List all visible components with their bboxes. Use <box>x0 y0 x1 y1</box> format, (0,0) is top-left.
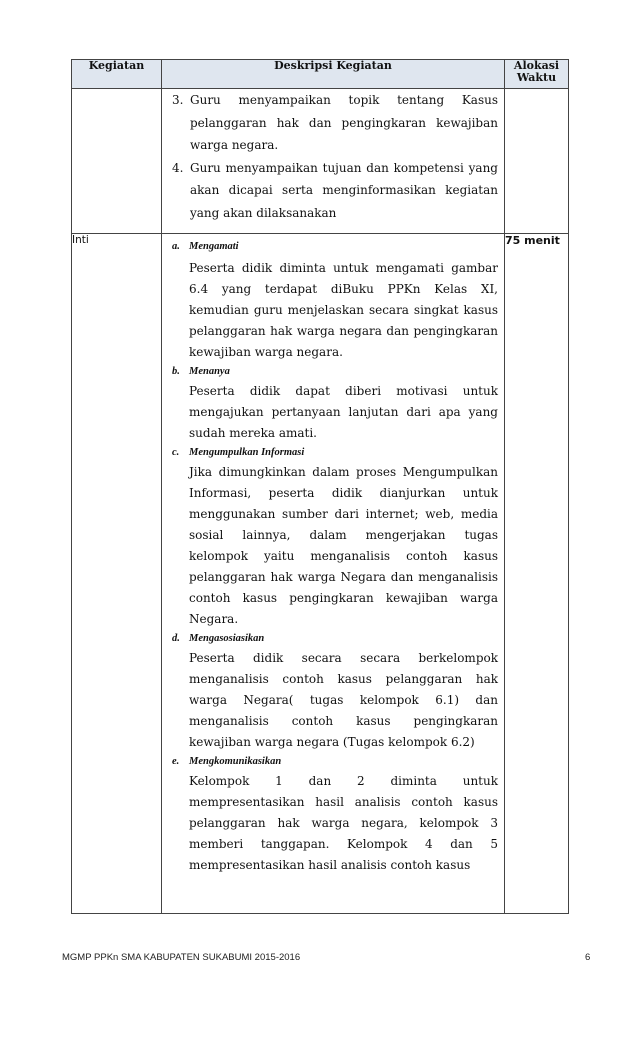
section-title: Mengumpulkan Informasi <box>189 447 305 458</box>
table-row <box>72 234 569 914</box>
section-heading <box>172 630 498 648</box>
item-number: 3. <box>172 93 184 107</box>
item-number: 4. <box>172 160 184 175</box>
header-kegiatan: Kegiatan <box>72 60 162 89</box>
row2-deskripsi <box>162 234 505 914</box>
row2-alokasi: 75 menit <box>505 234 569 914</box>
section-mengasosiasikan <box>162 630 504 753</box>
section-letter: e. <box>172 756 180 767</box>
section-mengkomunikasikan <box>162 753 504 876</box>
section-heading <box>172 363 498 381</box>
section-text: Peserta didik secara secara berkelompok menganalisis contoh kasus pelanggaran hak warga Negara( tugas kelompok 6.1) dan menganalisis contoh kasus pengingkaran kewajiban warga negara (Tugas kelompok 6.2) <box>189 651 498 749</box>
section-heading <box>172 753 498 771</box>
row1-deskripsi <box>162 89 505 234</box>
section-letter: d. <box>172 633 180 644</box>
footer-text: MGMP PPKn SMA KABUPATEN SUKABUMI 2015-2016 <box>62 952 301 963</box>
section-letter: c. <box>172 447 180 458</box>
item-text: Guru menyampaikan topik tentang Kasus pelanggaran hak dan pengingkaran kewajiban warga negara. <box>190 93 498 152</box>
header-deskripsi: Deskripsi Kegiatan <box>162 60 505 89</box>
section-heading <box>172 238 498 256</box>
row1-kegiatan <box>72 89 162 234</box>
section-mengamati <box>162 238 504 363</box>
section-menanya <box>162 363 504 444</box>
section-letter: b. <box>172 366 180 377</box>
section-mengumpulkan-informasi <box>162 444 504 630</box>
list-item <box>162 89 504 157</box>
section-title: Mengkomunikasikan <box>189 756 282 767</box>
activity-table <box>71 59 569 914</box>
row1-alokasi <box>505 89 569 234</box>
list-item <box>162 157 504 225</box>
section-heading <box>172 444 498 462</box>
item-text: Guru menyampaikan tujuan dan kompetensi yang akan dicapai serta menginformasikan kegiatan yang akan dilaksanakan <box>190 160 498 220</box>
section-text: Kelompok 1 dan 2 diminta untuk mempresentasikan hasil analisis contoh kasus pelanggaran hak warga negara, kelompok 3 memberi tanggapan. Kelompok 4 dan 5 mempresentasikan hasil analisis contoh kasus <box>189 774 498 872</box>
section-title: Mengamati <box>189 241 239 252</box>
section-text: Peserta didik dapat diberi motivasi untuk mengajukan pertanyaan lanjutan dari apa yang sudah mereka amati. <box>189 384 498 440</box>
row2-kegiatan: Inti <box>72 234 162 914</box>
section-text: Jika dimungkinkan dalam proses Mengumpulkan Informasi, peserta didik dianjurkan untuk menggunakan sumber dari internet; web, media sosial lainnya, dalam mengerjakan tugas kelompok yaitu menganalisis contoh kasus pelanggaran hak warga Negara dan menganalisis contoh kasus pengingkaran kewajiban warga Negara. <box>189 465 498 626</box>
table-header-row <box>72 60 569 89</box>
section-title: Menanya <box>189 366 230 377</box>
section-text: Peserta didik diminta untuk mengamati gambar 6.4 yang terdapat diBuku PPKn Kelas XI, kemudian guru menjelaskan secara singkat kasus pelanggaran hak warga negara dan pengingkaran kewajiban warga negara. <box>189 261 498 359</box>
page-number: 6 <box>585 952 591 963</box>
section-title: Mengasosiasikan <box>189 633 265 644</box>
section-letter: a. <box>172 241 180 252</box>
header-alokasi-label: Alokasi Waktu <box>513 59 560 84</box>
header-alokasi <box>505 60 569 89</box>
table-row <box>72 89 569 234</box>
